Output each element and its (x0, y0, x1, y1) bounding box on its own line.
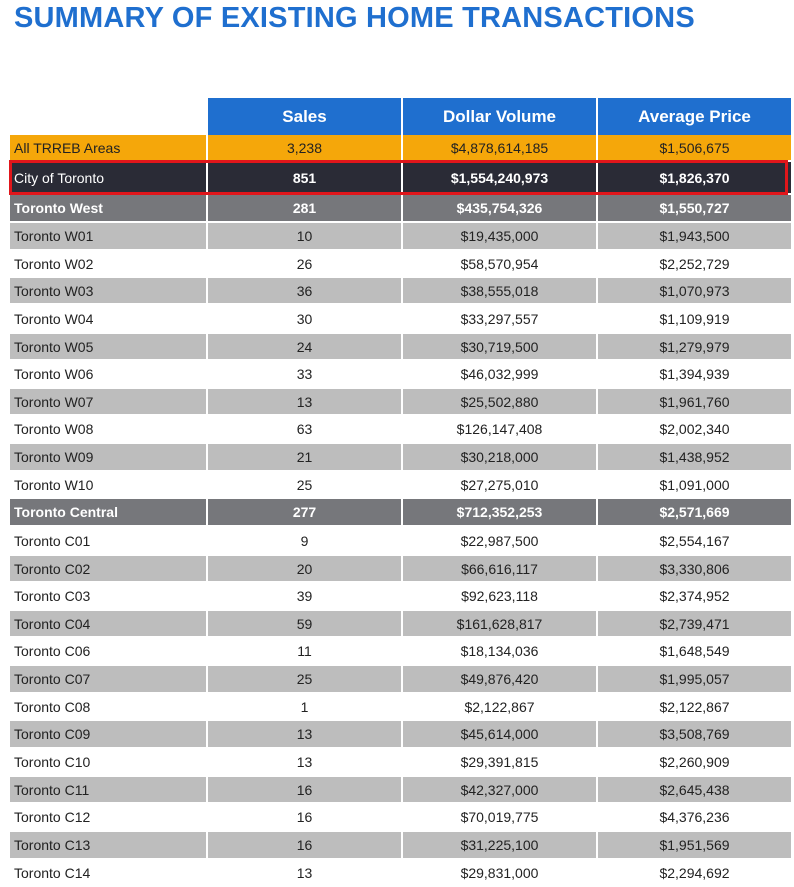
row-average-price: $2,294,692 (596, 860, 791, 885)
table-row (10, 361, 791, 389)
table-row (10, 666, 791, 694)
row-dollar-volume: $66,616,117 (401, 556, 596, 581)
row-average-price: $2,374,952 (596, 583, 791, 609)
row-dollar-volume: $18,134,036 (401, 638, 596, 664)
row-name: Toronto C12 (14, 809, 91, 825)
row-name: Toronto West (14, 200, 103, 216)
row-sales: 13 (206, 860, 401, 885)
table-row (10, 162, 791, 195)
row-average-price: $3,330,806 (596, 556, 791, 581)
row-name: Toronto W07 (14, 393, 94, 410)
table-row (10, 278, 791, 305)
row-average-price: $1,826,370 (596, 162, 791, 193)
row-sales: 9 (206, 527, 401, 554)
table-row (10, 804, 791, 832)
row-sales: 11 (206, 638, 401, 664)
row-sales: 25 (206, 472, 401, 497)
table-row (10, 135, 791, 162)
row-sales: 10 (206, 223, 401, 249)
row-name: Toronto C01 (14, 532, 91, 549)
table-row (10, 334, 791, 361)
row-dollar-volume: $1,554,240,973 (401, 162, 596, 193)
row-sales: 16 (206, 804, 401, 830)
row-average-price: $1,550,727 (596, 195, 791, 221)
header-average-price: Average Price (596, 98, 791, 135)
table-row (10, 583, 791, 611)
table-row (10, 472, 791, 499)
row-sales: 26 (206, 251, 401, 276)
row-dollar-volume: $49,876,420 (401, 666, 596, 692)
row-dollar-volume: $712,352,253 (401, 499, 596, 525)
row-sales: 25 (206, 666, 401, 692)
row-name: Toronto C08 (14, 698, 91, 715)
row-sales: 16 (206, 777, 401, 802)
table-header (10, 98, 791, 135)
row-dollar-volume: $161,628,817 (401, 611, 596, 636)
row-name: Toronto W08 (14, 421, 94, 437)
row-average-price: $4,376,236 (596, 804, 791, 830)
row-average-price: $1,951,569 (596, 832, 791, 858)
row-name: Toronto W06 (14, 366, 94, 382)
row-dollar-volume: $38,555,018 (401, 278, 596, 303)
row-average-price: $1,648,549 (596, 638, 791, 664)
row-dollar-volume: $29,391,815 (401, 749, 596, 775)
row-average-price: $1,961,760 (596, 389, 791, 414)
row-dollar-volume: $33,297,557 (401, 305, 596, 332)
table-row (10, 223, 791, 251)
row-dollar-volume: $42,327,000 (401, 777, 596, 802)
row-sales: 24 (206, 334, 401, 359)
table-row (10, 251, 791, 278)
row-name: Toronto W01 (14, 228, 94, 244)
row-average-price: $1,995,057 (596, 666, 791, 692)
row-average-price: $1,438,952 (596, 444, 791, 470)
row-name: Toronto C07 (14, 671, 91, 687)
row-sales: 277 (206, 499, 401, 525)
row-sales: 30 (206, 305, 401, 332)
row-name: Toronto C09 (14, 726, 91, 742)
row-sales: 16 (206, 832, 401, 858)
table-row (10, 444, 791, 472)
table-row (10, 416, 791, 444)
row-sales: 63 (206, 416, 401, 442)
row-sales: 21 (206, 444, 401, 470)
row-dollar-volume: $30,218,000 (401, 444, 596, 470)
row-name: Toronto C04 (14, 615, 91, 632)
row-dollar-volume: $19,435,000 (401, 223, 596, 249)
row-average-price: $2,645,438 (596, 777, 791, 802)
row-sales: 3,238 (206, 135, 401, 160)
table-row (10, 832, 791, 860)
row-name: Toronto C11 (14, 781, 90, 798)
row-name: Toronto Central (14, 504, 118, 520)
header-sales: Sales (206, 98, 401, 135)
row-name: Toronto C02 (14, 560, 91, 577)
row-dollar-volume: $31,225,100 (401, 832, 596, 858)
row-name: All TRREB Areas (14, 139, 121, 156)
row-sales: 39 (206, 583, 401, 609)
row-name: Toronto W02 (14, 255, 94, 272)
table-row (10, 195, 791, 223)
row-sales: 13 (206, 389, 401, 414)
row-sales: 33 (206, 361, 401, 387)
row-dollar-volume: $2,122,867 (401, 694, 596, 719)
header-dollar-volume: Dollar Volume (401, 98, 596, 135)
row-name: Toronto W04 (14, 310, 94, 327)
table-row (10, 777, 791, 804)
table-row (10, 749, 791, 777)
row-sales: 13 (206, 721, 401, 747)
row-average-price: $2,571,669 (596, 499, 791, 525)
row-average-price: $1,279,979 (596, 334, 791, 359)
table-row (10, 694, 791, 721)
row-sales: 1 (206, 694, 401, 719)
row-name: Toronto W05 (14, 338, 94, 355)
row-sales: 13 (206, 749, 401, 775)
row-name: Toronto W09 (14, 449, 94, 465)
table-row (10, 721, 791, 749)
row-average-price: $2,002,340 (596, 416, 791, 442)
row-average-price: $1,070,973 (596, 278, 791, 303)
row-dollar-volume: $27,275,010 (401, 472, 596, 497)
row-name: Toronto C03 (14, 588, 91, 604)
table-row (10, 527, 791, 556)
table-body (10, 135, 791, 887)
row-sales: 59 (206, 611, 401, 636)
row-average-price: $2,260,909 (596, 749, 791, 775)
row-average-price: $1,091,000 (596, 472, 791, 497)
row-sales: 36 (206, 278, 401, 303)
row-dollar-volume: $435,754,326 (401, 195, 596, 221)
table-row (10, 611, 791, 638)
row-average-price: $2,122,867 (596, 694, 791, 719)
page-title: SUMMARY OF EXISTING HOME TRANSACTIONS (14, 2, 695, 34)
row-dollar-volume: $126,147,408 (401, 416, 596, 442)
row-name: Toronto C10 (14, 754, 91, 770)
row-sales: 851 (206, 162, 401, 193)
row-average-price: $3,508,769 (596, 721, 791, 747)
row-dollar-volume: $4,878,614,185 (401, 135, 596, 160)
row-average-price: $2,252,729 (596, 251, 791, 276)
row-average-price: $1,506,675 (596, 135, 791, 160)
row-average-price: $1,109,919 (596, 305, 791, 332)
table-row (10, 860, 791, 887)
row-sales: 20 (206, 556, 401, 581)
row-dollar-volume: $70,019,775 (401, 804, 596, 830)
row-dollar-volume: $46,032,999 (401, 361, 596, 387)
row-name: Toronto C06 (14, 643, 91, 659)
row-dollar-volume: $92,623,118 (401, 583, 596, 609)
row-dollar-volume: $22,987,500 (401, 527, 596, 554)
row-dollar-volume: $29,831,000 (401, 860, 596, 885)
table-row (10, 305, 791, 334)
row-name: Toronto W10 (14, 476, 94, 493)
row-name: City of Toronto (14, 169, 105, 186)
row-average-price: $2,554,167 (596, 527, 791, 554)
row-dollar-volume: $25,502,880 (401, 389, 596, 414)
header-spacer (10, 98, 206, 135)
row-dollar-volume: $30,719,500 (401, 334, 596, 359)
table-row (10, 499, 791, 527)
row-dollar-volume: $58,570,954 (401, 251, 596, 276)
row-sales: 281 (206, 195, 401, 221)
table-row (10, 556, 791, 583)
transactions-table (10, 98, 791, 887)
row-average-price: $2,739,471 (596, 611, 791, 636)
row-average-price: $1,943,500 (596, 223, 791, 249)
row-name: Toronto C13 (14, 837, 91, 853)
row-average-price: $1,394,939 (596, 361, 791, 387)
row-name: Toronto W03 (14, 282, 94, 299)
table-row (10, 638, 791, 666)
row-dollar-volume: $45,614,000 (401, 721, 596, 747)
row-name: Toronto C14 (14, 864, 91, 881)
table-row (10, 389, 791, 416)
